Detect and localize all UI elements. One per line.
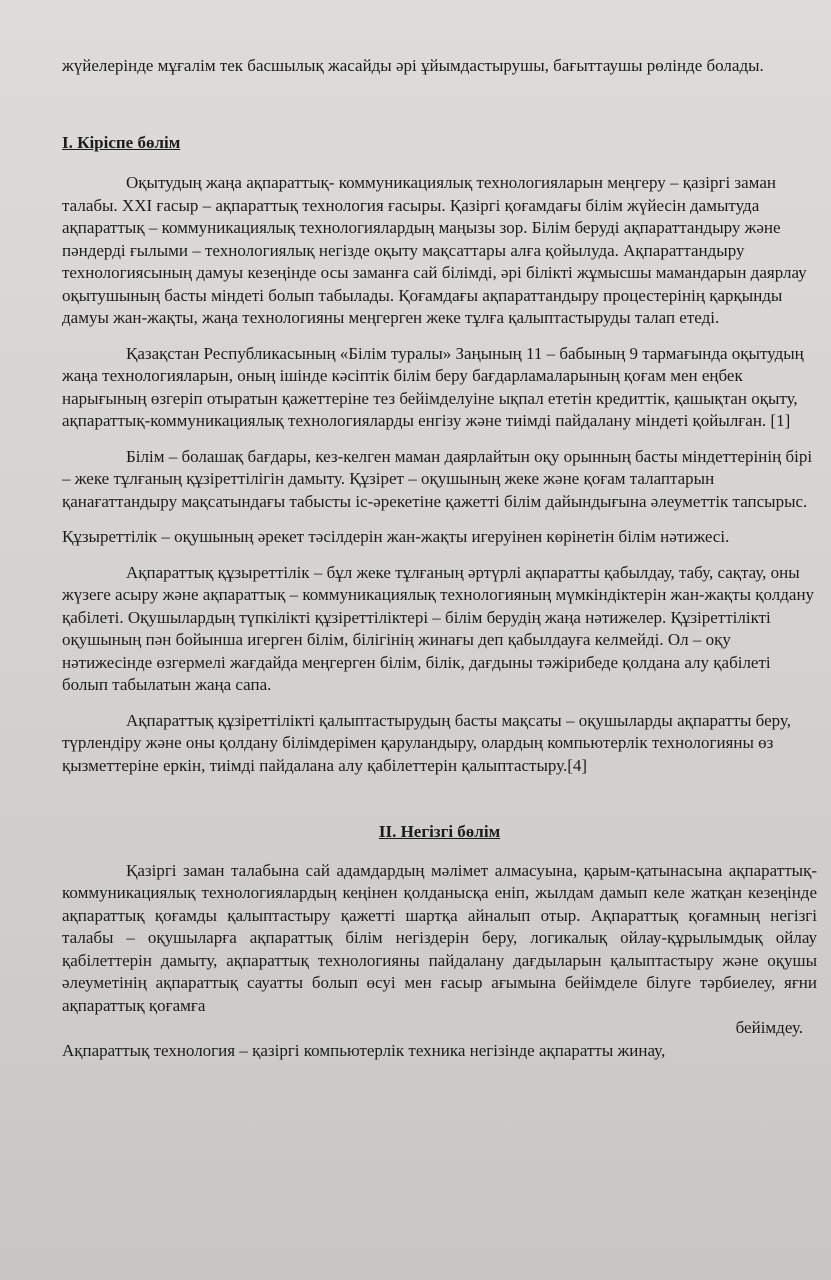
document-text: [62, 55, 817, 1062]
section-2-paragraph-1-tail: бейімдеу.: [735, 1018, 803, 1037]
section-1-paragraph-3: Білім – болашақ бағдары, кез-келген маман даярлайтын оқу орынның басты міндеттерінің бірі – жеке тұлғаның құзіреттілігін дамыту. Құзірет – оқушының жеке және қоғам талаптарын қанағаттандыру мақсатындағы табысты іс-әрекетіне қажетті білім дайындығына әлеуметтік тапсырыс.: [62, 446, 813, 511]
section-1-paragraph-4: Құзыреттілік – оқушының әрекет тәсілдерін жан-жақты игеруінен көрінетін білім нәтижесі.: [62, 527, 730, 546]
section-2-paragraph-1-body: Қазіргі заман талабына сай адамдардың мәлімет алмасуына, қарым-қатынасына ақпараттық-коммуникациялық технологиялардың кеңінен қолданысқа еніп, жылдам дамып келе жатқан кезеңінде ақпараттық қоғамды қалыптастыру қажетті шартқа айналып отыр. Ақпараттық қоғамның негізгі талабы – оқушыларға ақпараттық білім негіздерін беру, логикалық ойлау-құрылымдық ойлау қабілеттерін дамыту, ақпараттық технологияны пайдалану дағдыларын қалыптастыру және оқушы әлеуметінің ақпараттық сауатты болып өсуі мен ғасыр ағымына бейімделе білуге тәрбиелеу, яғни ақпараттық қоғамға: [62, 860, 817, 1015]
section-1-paragraph-6: Ақпараттық құзіреттілікті қалыптастырудың басты мақсаты – оқушыларды ақпаратты беру, түрлендіру және оны қолдану білімдерімен қаруландыру, олардың компьютерлік технологияны өз қызметтеріне еркін, тиімді пайдалана алу қабілеттерін қалыптастыру.[4]: [62, 710, 791, 775]
section-2-heading: II. Негізгі бөлім: [378, 822, 501, 841]
section-1-paragraph-1: Оқытудың жаңа ақпараттық- коммуникациялық технологияларын меңгеру – қазіргі заман талабы. XXI ғасыр – ақпараттық технология ғасыры. Қазіргі қоғамдағы білім жүйесін дамытуда ақпараттық – коммуникациялық технологиялардың маңызы зор. Білім беруді ақпараттандыру және пәндерді ғылыми – технологиялық негізде оқыту мақсаттары алға қойылуда. Ақпараттандыру технологиясының дамуы кезеңінде осы заманға сай білімді, әрі білікті жұмысшы мамандарын даярлау оқытушының басты міндеті болып табылады. Қоғамдағы ақпараттандыру процестерінің қарқынды дамуы жан-жақты, жаңа технологияны меңгерген жеке тұлға қалыптастыруды талап етеді.: [62, 173, 807, 327]
section-1-heading: I. Кіріспе бөлім: [62, 132, 181, 152]
intro-fragment: жүйелерінде мұғалім тек басшылық жасайды әрі ұйымдастырушы, бағыттаушы рөлінде болады.: [62, 56, 764, 75]
section-1-paragraph-2: Қазақстан Республикасының «Білім туралы» Заңының 11 – бабының 9 тармағында оқытудың жаңа технологияларын, оның ішінде кәсіптік білім беру бағдарламаларының қоғам мен еңбек нарығының өзгеріп отыратын қажеттеріне тез бейімделуіне ықпал ететін кредиттік, қашықтан оқыту, ақпараттық-коммуникациялық технологияларды енгізу және тиімді пайдалану міндеті қойылған. [1]: [62, 343, 804, 430]
section-2-paragraph-2: Ақпараттық технология – қазіргі компьютерлік техника негізінде ақпаратты жинау,: [62, 1040, 666, 1060]
section-1-paragraph-5: Ақпараттық құзыреттілік – бұл жеке тұлғаның әртүрлі ақпаратты қабылдау, табу, сақтау, оны жүзеге асыру және ақпараттық – коммуникациялық технологияның мүмкіндіктерін жан-жақты қолдану қабілеті. Оқушылардың түпкілікті құзіреттіліктері – білім берудің жаңа нәтижелер. Құзіреттілікті оқушының пән бойынша игерген білім, білігінің жинағы деп қабылдауға келмейді. Ол – оқу нәтижесінде өзгермелі жағдайда меңгерген білім, білік, дағдыны тәжірибеде қолдана алу қабілеті болып табылатын жаңа сапа.: [62, 562, 815, 694]
section-2-paragraph-1: [62, 860, 817, 1040]
